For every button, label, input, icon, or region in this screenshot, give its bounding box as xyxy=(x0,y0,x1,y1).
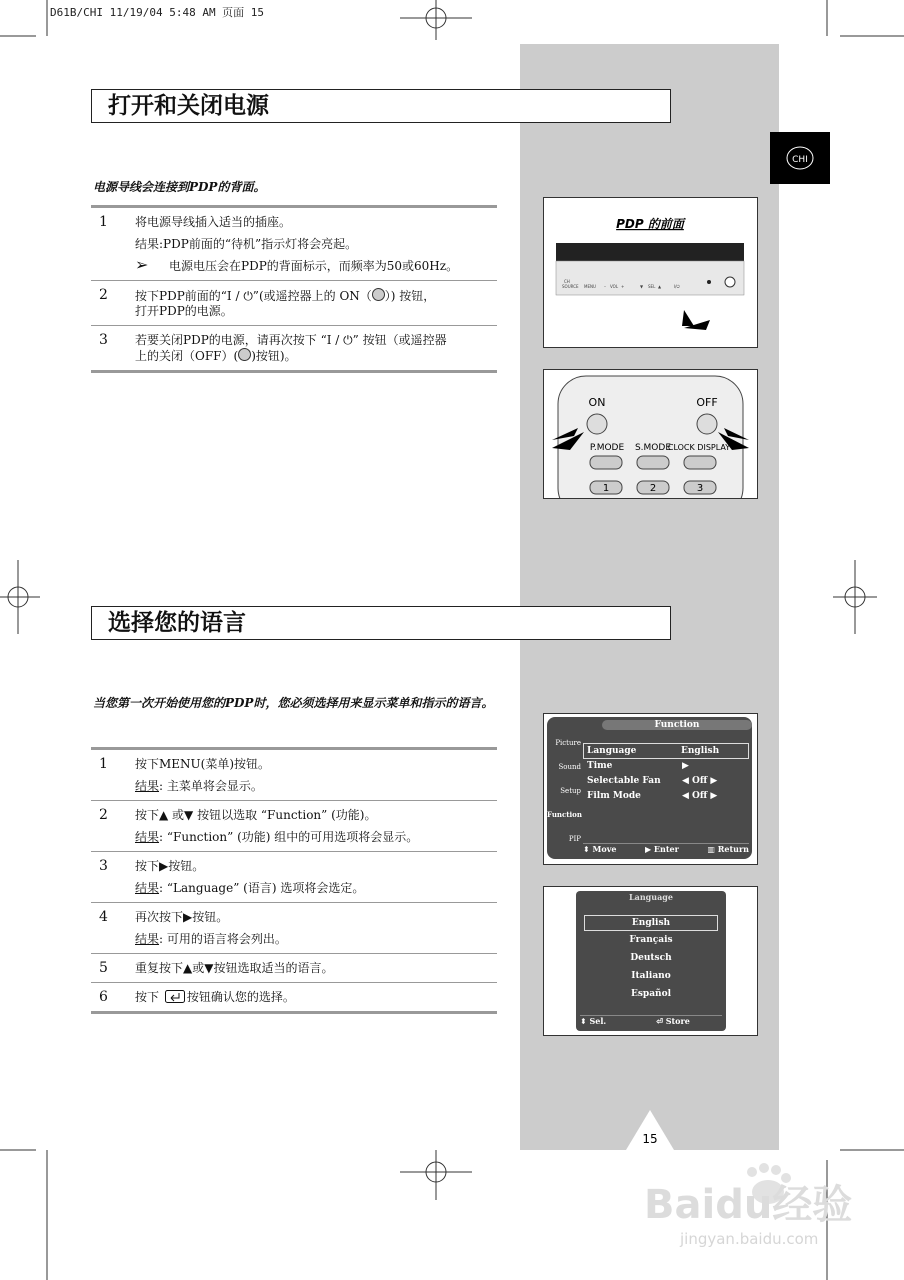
osd-row-time xyxy=(583,759,749,774)
step-text: )按钮)。 xyxy=(251,349,297,363)
language-item-italiano: Italiano xyxy=(631,971,671,981)
result-label: 结果 xyxy=(135,779,160,793)
row-value: ▶ xyxy=(682,761,689,771)
language-item-espanol: Español xyxy=(630,989,672,999)
osd-language-panel xyxy=(576,891,726,1031)
osd-row-selectable-fan xyxy=(583,774,749,789)
on-button xyxy=(587,414,607,434)
remote-on-label: ON xyxy=(588,396,606,409)
svg-text:▲: ▲ xyxy=(658,284,662,289)
svg-text:+: + xyxy=(621,284,625,289)
svg-text:CLOCK DISPLAY: CLOCK DISPLAY xyxy=(667,443,731,452)
step-note-text: 电源电压会在PDP的背面标示，而频率为50或60Hz。 xyxy=(169,259,459,273)
divider xyxy=(91,370,497,373)
step-text: 再次按下▶按钮。 xyxy=(135,910,229,924)
step-number: 3 xyxy=(99,332,108,348)
language-list xyxy=(584,915,718,1003)
step-number: 2 xyxy=(99,807,108,823)
language-step-6 xyxy=(91,982,497,1011)
language-intro: 当您第一次开始使用您的PDP时，您必须选择用来显示菜单和指示的语言。 xyxy=(93,696,494,710)
step-text: 按下 xyxy=(135,990,160,1004)
osd-footer xyxy=(583,843,749,858)
step-result: 结果:PDP前面的“待机”指示灯将会亮起。 xyxy=(135,237,358,251)
step-text: 按下PDP前面的“Ⅰ / ⏻”(或遥控器上的 ON（ xyxy=(135,289,372,303)
step-text: 按下MENU(菜单)按钮。 xyxy=(135,757,271,771)
figure-remote-control xyxy=(543,369,758,499)
language-item-english: English xyxy=(584,915,718,931)
step-text: 按钮确认您的选择。 xyxy=(186,990,295,1004)
step-number: 6 xyxy=(99,989,108,1005)
watermark-logo-icon xyxy=(640,1160,880,1250)
side-item-picture: Picture xyxy=(555,739,581,747)
step-number: 1 xyxy=(99,756,108,772)
figure-function-menu xyxy=(543,713,758,865)
divider xyxy=(91,1011,497,1014)
row-value: English xyxy=(681,746,720,756)
watermark-url: jingyan.baidu.com xyxy=(680,1230,819,1248)
figure-caption: PDP 的前面 xyxy=(616,217,684,231)
step-text: 重复按下▲或▼按钮选取适当的语言。 xyxy=(135,961,334,975)
figure-language-menu xyxy=(543,886,758,1036)
step-number: 2 xyxy=(99,287,108,303)
registration-mark-top xyxy=(400,0,472,40)
side-item-sound: Sound xyxy=(558,763,581,771)
language-item-deutsch: Deutsch xyxy=(630,953,672,963)
step-result: : 主菜单将会显示。 xyxy=(159,779,263,793)
footer-move: ⬍ Move xyxy=(583,844,617,854)
svg-text:–: – xyxy=(604,284,606,289)
svg-text:P.MODE: P.MODE xyxy=(589,443,625,453)
step-text: 若要关闭PDP的电源，请再次按下 “Ⅰ / ⏻” 按钮（或遥控器 xyxy=(135,333,447,347)
footer-return: ▥ Return xyxy=(707,844,749,854)
registration-mark-left xyxy=(0,560,40,634)
remote-off-label: OFF xyxy=(696,396,718,409)
step-text: 将电源导线插入适当的插座。 xyxy=(135,215,292,229)
side-item-setup: Setup xyxy=(560,787,581,795)
step-number: 3 xyxy=(99,858,108,874)
watermark xyxy=(640,1160,880,1250)
side-item-pip: PIP xyxy=(568,835,581,843)
language-step-2 xyxy=(91,800,497,851)
osd-function-panel xyxy=(547,717,752,859)
osd-title: Function xyxy=(602,720,752,730)
result-label: 结果 xyxy=(135,830,160,844)
svg-text:1: 1 xyxy=(602,483,610,494)
power-step-1 xyxy=(91,205,497,280)
off-button xyxy=(697,414,717,434)
footer-store: ⏎ Store xyxy=(656,1016,690,1026)
power-intro: 电源导线会连接到PDP的背面。 xyxy=(93,180,266,194)
language-step-4 xyxy=(91,902,497,953)
language-step-5 xyxy=(91,953,497,982)
row-label: Film Mode xyxy=(587,791,641,801)
svg-text:I/⏻: I/⏻ xyxy=(674,284,680,289)
svg-text:CH: CH xyxy=(564,279,570,284)
registration-mark-bottom xyxy=(400,1150,472,1200)
step-text: 按下▶按钮。 xyxy=(135,859,205,873)
osd-rows xyxy=(583,743,749,804)
step-text: 打开PDP的电源。 xyxy=(135,304,233,318)
badge-label: CHI xyxy=(792,155,808,165)
page-number: 15 xyxy=(642,1132,658,1146)
svg-text:▼: ▼ xyxy=(640,284,644,289)
remote-button-icon xyxy=(372,288,385,301)
step-note xyxy=(135,255,497,274)
watermark-logo-text: Baidu经验 xyxy=(644,1182,853,1228)
side-item-function: Function xyxy=(547,810,582,819)
svg-text:3: 3 xyxy=(696,483,704,494)
registration-mark-right xyxy=(833,560,877,634)
step-number: 4 xyxy=(99,909,108,925)
power-steps xyxy=(91,205,497,373)
row-value: ◀ Off ▶ xyxy=(682,776,718,786)
svg-text:MENU: MENU xyxy=(584,284,596,289)
svg-text:S.MODE: S.MODE xyxy=(634,443,672,453)
section-title-power: 打开和关闭电源 xyxy=(91,89,671,123)
pointer-arrow-icon xyxy=(682,310,694,326)
row-label: Selectable Fan xyxy=(587,776,661,786)
footer-sel: ⬍ Sel. xyxy=(580,1016,607,1026)
language-step-1 xyxy=(91,747,497,800)
language-item-francais: Français xyxy=(629,935,673,945)
enter-key-icon xyxy=(165,990,185,1003)
svg-text:2: 2 xyxy=(649,483,657,494)
print-header: D61B/CHI 11/19/04 5:48 AM 页面 15 xyxy=(50,6,265,19)
power-step-3 xyxy=(91,325,497,370)
osd-side-menu xyxy=(547,731,581,851)
language-steps xyxy=(91,747,497,1014)
row-value: ◀ Off ▶ xyxy=(682,791,718,801)
footer-enter: ▶ Enter xyxy=(644,844,679,854)
osd-row-language xyxy=(583,743,749,759)
language-badge xyxy=(770,132,830,184)
step-result: : “Function” (功能) 组中的可用选项将会显示。 xyxy=(159,830,419,844)
osd-title: Language xyxy=(629,892,673,902)
step-result: : “Language” (语言) 选项将会选定。 xyxy=(159,881,365,895)
step-text: 上的关闭（OFF）( xyxy=(135,349,239,363)
row-label: Language xyxy=(587,746,637,756)
power-step-2 xyxy=(91,280,497,325)
row-label: Time xyxy=(587,761,613,771)
step-result: : 可用的语言将会列出。 xyxy=(159,932,287,946)
osd-footer xyxy=(580,1015,722,1026)
arrow-icon: ➢ xyxy=(135,255,149,274)
step-text: ）) 按钮， xyxy=(384,289,436,303)
step-text: 按下▲ 或▼ 按钮以选取 “Function” (功能)。 xyxy=(135,808,377,822)
svg-text:SEL: SEL xyxy=(648,284,656,289)
step-number: 1 xyxy=(99,214,108,230)
language-step-3 xyxy=(91,851,497,902)
step-number: 5 xyxy=(99,960,108,976)
remote-button-icon xyxy=(238,348,251,361)
result-label: 结果 xyxy=(135,881,160,895)
figure-pdp-front xyxy=(543,197,758,348)
svg-text:VOL: VOL xyxy=(610,284,619,289)
section-title-language: 选择您的语言 xyxy=(91,606,671,640)
page-number-marker xyxy=(624,1108,676,1152)
osd-row-film-mode xyxy=(583,789,749,804)
svg-text:SOURCE: SOURCE xyxy=(562,284,579,289)
result-label: 结果 xyxy=(135,932,160,946)
